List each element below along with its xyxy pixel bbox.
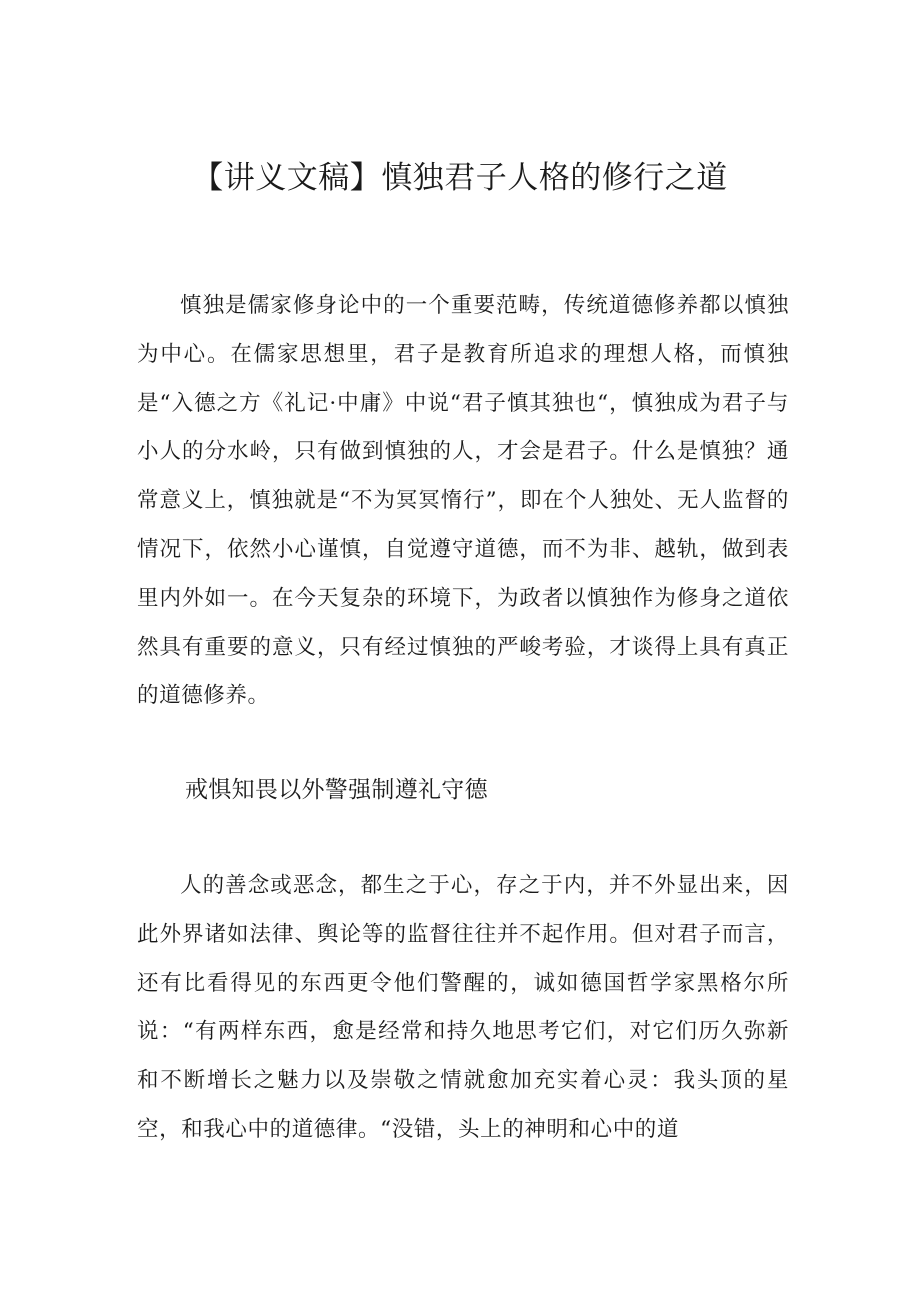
section-heading: 戒惧知畏以外警强制遵礼守德 [185, 777, 488, 803]
paragraph-intro: 慎独是儒家修身论中的一个重要范畴，传统道德修养都以慎独为中心。在儒家思想里，君子是教育所追求的理想人格，而慎独是“入德之方《礼记·中庸》中说“君子慎其独也“，慎独成为君子与小人的分水岭，只有做到慎独的人，才会是君子。什么是慎独？通常意义上，慎独就是“不为冥冥惰行”，即在个人独处、无人监督的情况下，依然小心谨慎，自觉遵守道德，而不为非、越轨，做到表里内外如一。在今天复杂的环境下，为政者以慎独作为修身之道依然具有重要的意义，只有经过慎独的严峻考验，才谈得上具有真正的道德修养。 [137, 293, 789, 709]
paragraph-section-body: 人的善念或恶念，都生之于心，存之于内，并不外显出来，因此外界诸如法律、舆论等的监督往往并不起作用。但对君子而言，还有比看得见的东西更令他们警醒的，诚如德国哲学家黑格尔所说：“有两样东西，愈是经常和持久地思考它们，对它们历久弥新和不断增长之魅力以及崇敬之情就愈加充实着心灵：我头顶的星空，和我心中的道德律。“没错，头上的神明和心中的道 [137, 873, 789, 1142]
document-title: 【讲义文稿】慎独君子人格的修行之道 [192, 160, 728, 196]
